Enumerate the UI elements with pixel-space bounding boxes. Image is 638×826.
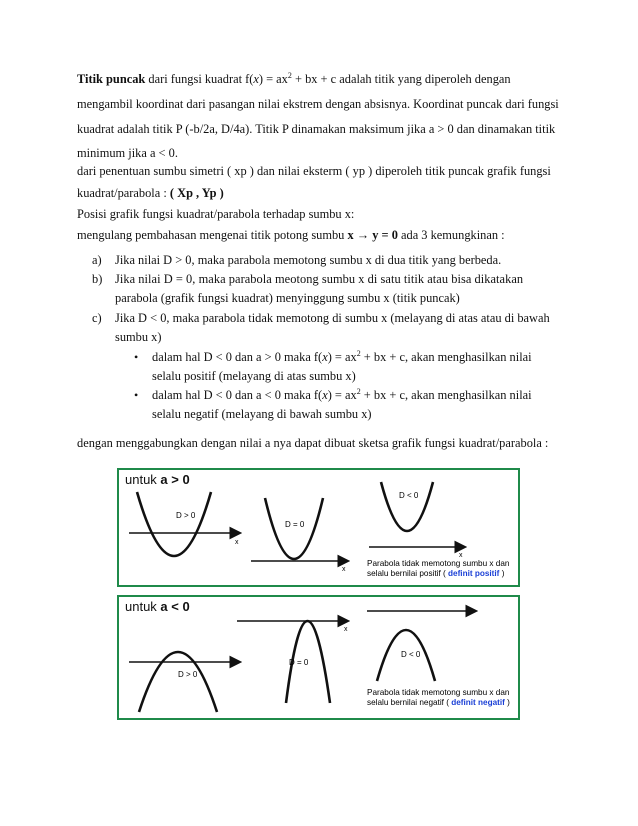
bullet-1-symbol: • (134, 350, 139, 364)
line-8: mengulang pembahasan mengenai titik potong sumbu x → y = 0 ada 3 kemungkinan : (77, 228, 505, 242)
top-caption-line2: selalu bernilai positif ( definit positif ) (367, 569, 505, 578)
list-item-c-line1: Jika D < 0, maka parabola tidak memotong di sumbu x (melayang di atas atau di bawah (115, 311, 550, 325)
axis-label-1: x (235, 539, 239, 546)
panel-a-negative-title: untuk a < 0 (125, 599, 190, 614)
panel-a-positive-title: untuk a > 0 (125, 472, 190, 487)
list-item-a: Jika nilai D > 0, maka parabola memotong sumbu x di dua titik yang berbeda. (115, 253, 502, 267)
label-d-neg-top: D < 0 (399, 491, 419, 500)
line-4: minimum jika a < 0. (77, 146, 178, 160)
list-label-b: b) (92, 272, 103, 286)
parabola-down-two-roots (139, 652, 217, 712)
bullet-2-symbol: • (134, 388, 139, 402)
figure-intro: dengan menggabungkan dengan nilai a nya dapat dibuat sketsa grafik fungsi kuadrat/parabola : (77, 436, 549, 450)
line-1: Titik puncak dari fungsi kuadrat $f(x) = ax^2$ + bx + c adalah titik yang diperoleh dengan (77, 71, 511, 86)
bottom-caption-line2: selalu bernilai negatif ( definit negatif ) (367, 698, 510, 707)
list-item-b-line1: Jika nilai D = 0, maka parabola meotong sumbu x di satu titik atau bisa dikatakan (115, 272, 524, 286)
parabola-up-no-root (381, 482, 433, 531)
bullet-2-line2: selalu negatif (melayang di bawah sumbu x) (152, 407, 372, 421)
vertex-notation: ( Xp , Yp ) (169, 186, 224, 200)
top-caption-line1: Parabola tidak memotong sumbu x dan (367, 559, 510, 568)
line-6: kuadrat/parabola : ( Xp , Yp ) (77, 186, 224, 200)
panel-a-negative-graphics (119, 597, 518, 718)
bullet-1-line2: selalu positif (melayang di atas sumbu x) (152, 369, 356, 383)
label-d-pos-top: D > 0 (176, 511, 196, 520)
label-d-pos-bottom: D > 0 (178, 670, 198, 679)
line-5: dari penentuan sumbu simetri ( xp ) dan nilai eksterm ( yp ) diperoleh titik puncak grafik fungsi (77, 164, 551, 178)
parabola-sketch-figure (117, 468, 520, 720)
parabola-up-two-roots (137, 492, 211, 556)
axis-label-2: x (342, 566, 346, 573)
list-item-c-line2: sumbu x) (115, 330, 162, 344)
label-d-zero-bottom: D = 0 (289, 658, 309, 667)
list-label-c: c) (92, 311, 102, 325)
list-label-a: a) (92, 253, 102, 267)
list-item-b-line2: parabola (grafik fungsi kuadrat) menyinggung sumbu x (titik puncak) (115, 291, 460, 305)
axis-label-5: x (344, 626, 348, 633)
line-7: Posisi grafik fungsi kuadrat/parabola terhadap sumbu x: (77, 207, 355, 221)
panel-a-positive (117, 468, 520, 587)
bottom-caption-line1: Parabola tidak memotong sumbu x dan (367, 688, 510, 697)
panel-a-negative (117, 595, 520, 720)
label-d-zero-top: D = 0 (285, 520, 305, 529)
line-2: mengambil koordinat dari pasangan nilai ekstrem dengan absisnya. Koordinat puncak dari fungsi (77, 97, 559, 111)
panel-a-positive-graphics (119, 470, 518, 585)
axis-label-3: x (459, 552, 463, 559)
bullet-2-line1: dalam hal D < 0 dan a < 0 maka $f(x) = ax^2$ + bx + c, akan menghasilkan nilai (152, 387, 532, 402)
term-titik-puncak: Titik puncak (77, 72, 146, 86)
label-d-neg-bottom: D < 0 (401, 650, 421, 659)
line-3: kuadrat adalah titik P (-b/2a, D/4a). Titik P dinamakan maksimum jika a > 0 dan dinamakan titik (77, 122, 556, 136)
bullet-1-line1: dalam hal D < 0 dan a > 0 maka $f(x) = ax^2$ + bx + c, akan menghasilkan nilai (152, 349, 532, 364)
